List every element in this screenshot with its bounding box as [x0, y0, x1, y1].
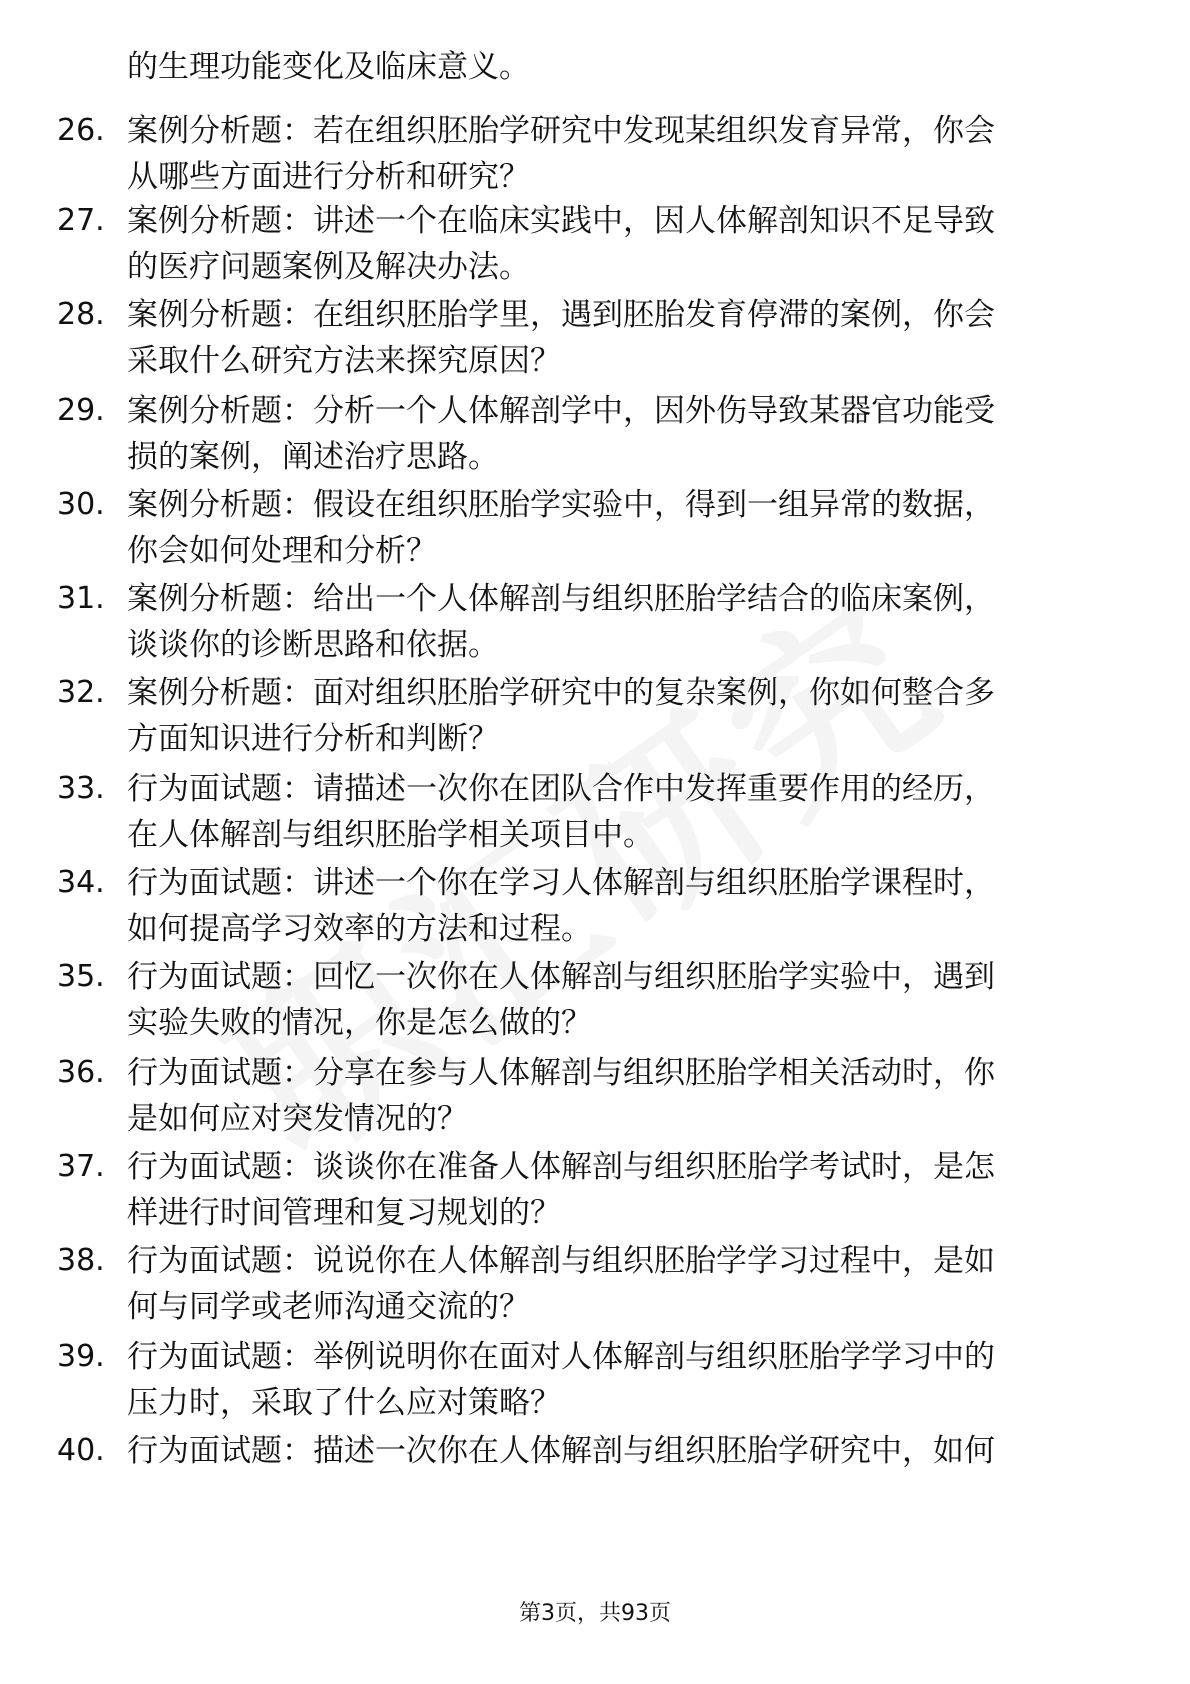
question-number: 27.	[57, 203, 105, 238]
question-text: 案例分析题：假设在组织胚胎学实验中，得到一组异常的数据， 你会如何处理和分析？	[127, 487, 995, 569]
question-text: 行为面试题：谈谈你在准备人体解剖与组织胚胎学考试时，是怎 样进行时间管理和复习规划的？	[127, 1149, 995, 1231]
question-text: 案例分析题：分析一个人体解剖学中，因外伤导致某器官功能受 损的案例，阐述治疗思路。	[127, 393, 995, 475]
question-text: 案例分析题：若在组织胚胎学研究中发现某组织发育异常，你会 从哪些方面进行分析和研究？	[127, 113, 995, 195]
question-text: 行为面试题：讲述一个你在学习人体解剖与组织胚胎学课程时， 如何提高学习效率的方法和过程。	[127, 865, 995, 947]
continued-question-text: 的生理功能变化及临床意义。	[127, 49, 530, 85]
question-number: 38.	[57, 1243, 105, 1278]
question-text: 案例分析题：给出一个人体解剖与组织胚胎学结合的临床案例， 谈谈你的诊断思路和依据。	[127, 581, 995, 663]
question-text: 行为面试题：说说你在人体解剖与组织胚胎学学习过程中，是如 何与同学或老师沟通交流的？	[127, 1243, 995, 1325]
question-number: 40.	[57, 1433, 105, 1468]
question-text: 行为面试题：回忆一次你在人体解剖与组织胚胎学实验中，遇到 实验失败的情况，你是怎么做的？	[127, 959, 995, 1041]
question-number: 31.	[57, 581, 105, 616]
question-number: 35.	[57, 959, 105, 994]
question-number: 29.	[57, 393, 105, 428]
page-number: 第3页，共93页	[519, 1601, 671, 1626]
question-text: 行为面试题：描述一次你在人体解剖与组织胚胎学研究中，如何	[127, 1433, 995, 1469]
question-number: 37.	[57, 1149, 105, 1184]
question-number: 30.	[57, 487, 105, 522]
question-text: 案例分析题：讲述一个在临床实践中，因人体解剖知识不足导致 的医疗问题案例及解决办法。	[127, 203, 995, 285]
question-text: 案例分析题：在组织胚胎学里，遇到胚胎发育停滞的案例，你会 采取什么研究方法来探究原因？	[127, 297, 995, 379]
question-number: 36.	[57, 1055, 105, 1090]
question-number: 26.	[57, 113, 105, 148]
question-number: 32.	[57, 675, 105, 710]
question-number: 39.	[57, 1339, 105, 1374]
question-number: 33.	[57, 771, 105, 806]
question-text: 行为面试题：举例说明你在面对人体解剖与组织胚胎学学习中的 压力时，采取了什么应对策略？	[127, 1339, 995, 1421]
question-text: 行为面试题：请描述一次你在团队合作中发挥重要作用的经历， 在人体解剖与组织胚胎学相关项目中。	[127, 771, 995, 853]
question-number: 28.	[57, 297, 105, 332]
question-text: 行为面试题：分享在参与人体解剖与组织胚胎学相关活动时，你 是如何应对突发情况的？	[127, 1055, 995, 1137]
question-number: 34.	[57, 865, 105, 900]
question-text: 案例分析题：面对组织胚胎学研究中的复杂案例，你如何整合多 方面知识进行分析和判断？	[127, 675, 995, 757]
